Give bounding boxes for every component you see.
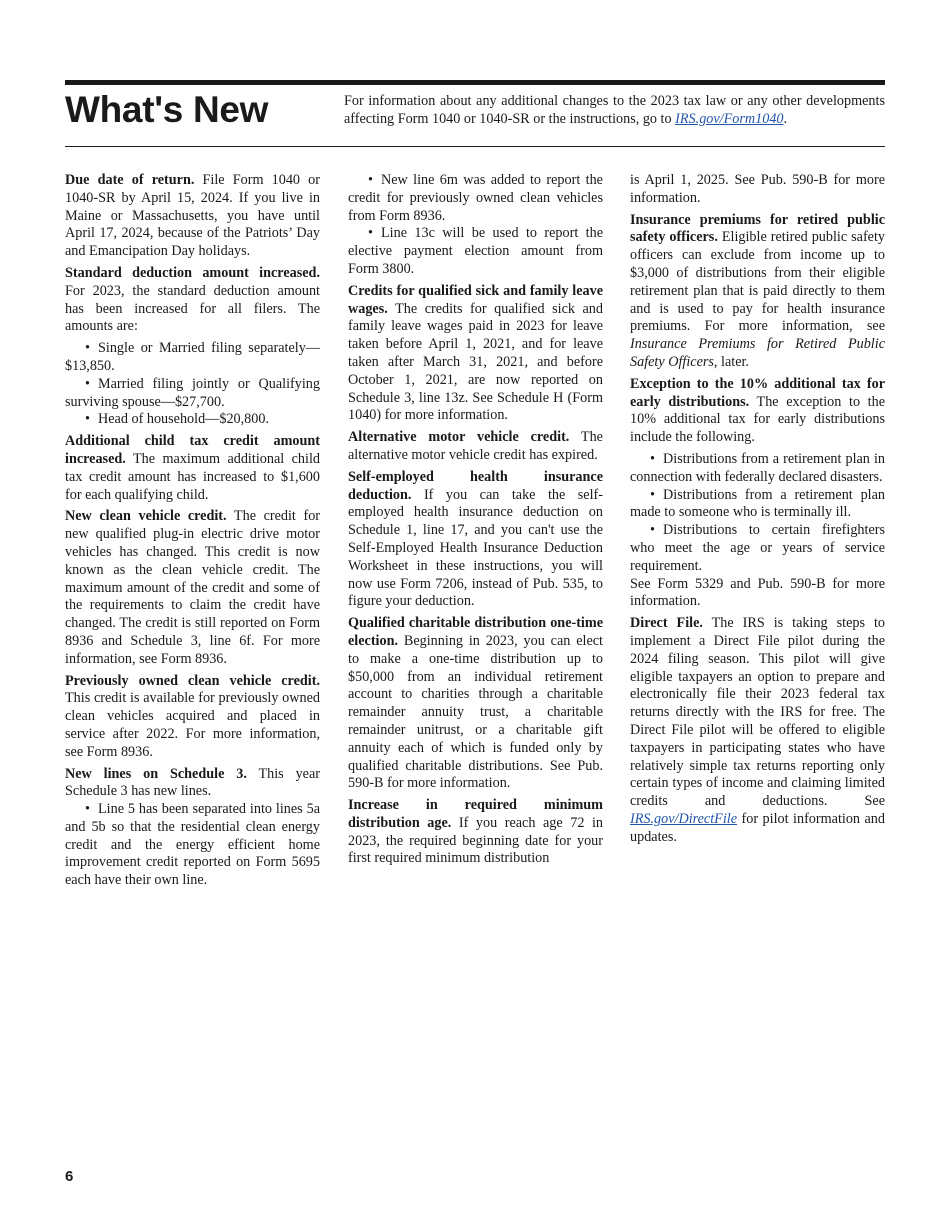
- header-intro: [344, 93, 885, 129]
- intro-end: .: [783, 110, 788, 127]
- previously-owned-vehicle-section: [65, 673, 320, 762]
- section-body: The alternative motor vehicle credit has expired.: [348, 429, 603, 463]
- new-clean-vehicle-section: [65, 508, 320, 668]
- section-body: The credits for qualified sick and family leave wages paid in 2023 for leave taken before April 1, 2021, and for leave taken after March 31, 2021, and before October 1, 2021, are now reported on Schedule 3, line 13z. See Schedule H (Form 1040) for more information.: [348, 300, 603, 424]
- intro-text: For information about any additional changes to the 2023 tax law or any other developments affecting Form 1040 or 1040-SR or the instructions, go to: [344, 93, 885, 127]
- list-item: [65, 340, 320, 376]
- bullet-icon: •: [368, 225, 373, 242]
- list-item: [65, 376, 320, 412]
- qualified-charitable-distribution-section: [348, 615, 603, 793]
- bullet-icon: •: [650, 486, 655, 503]
- section-heading: Previously owned clean vehicle credit.: [65, 672, 320, 689]
- section-heading: Additional child tax credit amount increased.: [65, 433, 320, 467]
- section-body: For 2023, the standard deduction amount has been increased for all filers. The amounts are:: [65, 282, 320, 335]
- list-item: [65, 801, 320, 890]
- section-body: Eligible retired public safety officers can exclude from income up to $3,000 of distributions from their eligible retirement plan that is paid directly to them and is used to pay for health insurance premiums. For more information, see: [630, 229, 886, 335]
- header-thick-rule: [65, 80, 885, 85]
- due-date-section: [65, 172, 320, 261]
- section-body: The IRS is taking steps to implement a Direct File pilot during the 2024 filing season. This pilot will give eligible taxpayers an option to prepare and electronically file their 2023 federal tax returns directly with the IRS for free. The Direct File pilot will be offered to eligible taxpayers in participating states who have relatively simple tax returns reporting only certain types of income and claiming limited credits and deductions. See: [630, 615, 885, 810]
- page-title: What's New: [65, 89, 269, 130]
- list-item: [630, 451, 885, 487]
- list-item-text: Line 5 has been separated into lines 5a and 5b so that the residential clean energy credit and the energy efficient home improvement credit reported on Form 5695 each have their own line.: [65, 801, 320, 889]
- section-heading: Increase in required minimum distribution age.: [348, 797, 603, 831]
- insurance-premiums-section: [630, 212, 885, 372]
- section-heading: Alternative motor vehicle credit.: [348, 429, 570, 446]
- list-item: [348, 172, 603, 225]
- section-heading: Qualified charitable distribution one-time election.: [348, 615, 603, 649]
- list-item-text: New line 6m was added to report the credit for previously owned clean vehicles from Form 8936.: [348, 172, 603, 224]
- page-number: 6: [65, 1168, 74, 1185]
- irs-directfile-link[interactable]: IRS.gov/DirectFile: [630, 810, 738, 827]
- list-item: [65, 411, 320, 429]
- section-body: This credit is available for previously owned clean vehicles acquired and placed in service after 2022. For more information, see Form 8936.: [65, 690, 320, 760]
- section-body-end: for pilot information and updates.: [630, 810, 885, 845]
- additional-child-tax-credit-section: [65, 433, 320, 504]
- bullet-icon: •: [650, 522, 655, 539]
- list-item-text: Single or Married filing separately—$13,850.: [65, 340, 320, 374]
- early-distribution-exception-section: [630, 376, 885, 447]
- bullet-icon: •: [368, 172, 373, 188]
- direct-file-section: [630, 615, 885, 846]
- bullet-icon: •: [85, 375, 90, 392]
- section-body: The exception to the 10% additional tax for early distributions include the following.: [630, 393, 885, 446]
- column-2: [348, 172, 603, 872]
- section-body: This year Schedule 3 has new lines.: [65, 765, 320, 800]
- list-item-text: Distributions from a retirement plan in connection with federally declared disasters.: [630, 450, 885, 485]
- section-heading: Direct File.: [630, 615, 703, 632]
- section-heading: Standard deduction amount increased.: [65, 264, 320, 281]
- section-heading: Insurance premiums for retired public safety officers.: [630, 211, 885, 246]
- section-heading: New lines on Schedule 3.: [65, 765, 247, 782]
- section-heading: Due date of return.: [65, 172, 195, 188]
- bullet-icon: •: [85, 411, 90, 428]
- rmd-age-section: [348, 797, 603, 868]
- self-employed-health-insurance-section: [348, 469, 603, 611]
- sick-family-leave-section: [348, 283, 603, 425]
- section-body: Beginning in 2023, you can elect to make a one-time distribution up to $50,000 from an individual retirement account to charities through a charitable remainder annuity trust, a charitable remainder unitrust, or a charitable gift annuity each of which is funded only by qualified charitable distributions. See Pub. 590-B for more information.: [348, 632, 603, 792]
- header-thin-rule: [65, 146, 885, 147]
- section-body-italic: Insurance Premiums for Retired Public Safety Officers: [630, 336, 885, 370]
- list-item-text: Line 13c will be used to report the elective payment election amount from Form 3800.: [348, 225, 603, 277]
- list-item-text: Distributions from a retirement plan made to someone who is terminally ill.: [630, 486, 885, 521]
- section-heading: Credits for qualified sick and family leave wages.: [348, 282, 603, 317]
- section-heading: New clean vehicle credit.: [65, 508, 227, 525]
- alternative-motor-vehicle-section: [348, 429, 603, 465]
- list-item: [630, 487, 885, 523]
- bullet-icon: •: [85, 340, 90, 357]
- section-body: If you can take the self-employed health insurance deduction on Schedule 1, line 17, and you can't use the Self-Employed Health Insurance Deduction Worksheet in these instructions, you will now use Form 7206, instead of Pub. 535, to figure your deduction.: [348, 486, 603, 610]
- list-item-text: Distributions to certain firefighters who meet the age or years of service requirement.: [630, 522, 885, 574]
- section-body: If you reach age 72 in 2023, the required beginning date for your first required minimum distribution: [348, 814, 604, 867]
- list-item: [630, 522, 885, 575]
- list-item: [348, 225, 603, 278]
- column-1: [65, 172, 320, 890]
- section-body: File Form 1040 or 1040-SR by April 15, 2024. If you live in Maine or Massachusetts, you have until April 17, 2024, because of the Patriots’ Day and Emancipation Day holidays.: [65, 172, 320, 260]
- list-item-text: Married filing jointly or Qualifying surviving spouse—$27,700.: [65, 375, 320, 410]
- exception-see-also: See Form 5329 and Pub. 590-B for more information.: [630, 575, 885, 610]
- section-body: The maximum additional child tax credit amount has increased to $1,600 for each qualifying child.: [65, 450, 320, 503]
- section-body-end: , later.: [713, 353, 749, 370]
- column-3: [630, 172, 885, 850]
- bullet-icon: •: [85, 801, 90, 818]
- irs-form1040-link[interactable]: IRS.gov/Form1040: [675, 110, 784, 127]
- section-heading: Self-employed health insurance deduction.: [348, 468, 603, 503]
- schedule-3-section: [65, 766, 320, 802]
- bullet-icon: •: [650, 450, 655, 467]
- rmd-age-continuation: is April 1, 2025. See Pub. 590-B for more information.: [630, 172, 885, 206]
- standard-deduction-section: [65, 265, 320, 336]
- list-item-text: Head of household—$20,800.: [98, 411, 270, 428]
- section-body: The credit for new qualified plug-in electric drive motor vehicles has changed. This credit is now known as the clean vehicle credit. The maximum amount of the credit and some of the requirements to claim the credit have changed. The credit is still reported on Form 8936 and Schedule 3, line 6f. For more information, see Form 8936.: [65, 508, 321, 667]
- section-heading: Exception to the 10% additional tax for early distributions.: [630, 375, 885, 410]
